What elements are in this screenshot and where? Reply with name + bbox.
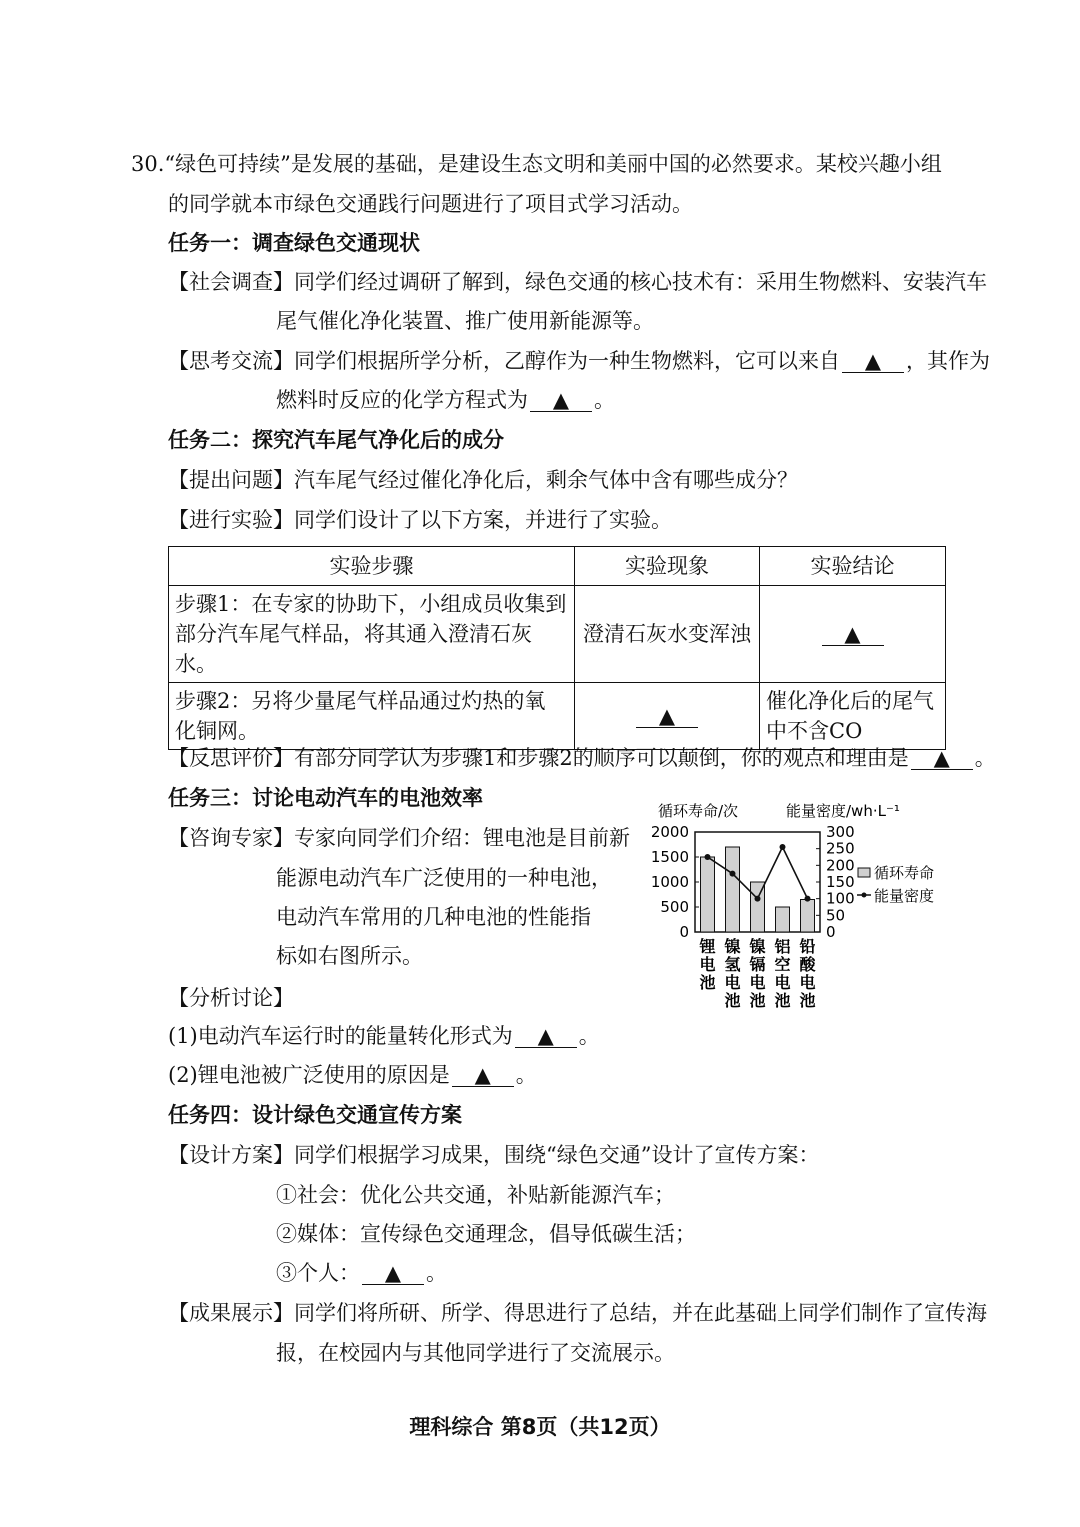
chart-legend-label: 循环寿命 — [874, 864, 935, 882]
chart-bar — [701, 857, 715, 932]
chart-category-char: 池 — [724, 991, 741, 1010]
page-footer: 理科综合 第8页（共12页） — [409, 1415, 671, 1439]
experiment-table — [168, 546, 946, 750]
answer-blank: ▲ — [515, 1025, 577, 1048]
chart-ytick-right: 100 — [826, 889, 855, 908]
chart-ytick-left: 1500 — [650, 848, 689, 866]
chart-ytick-left: 500 — [660, 898, 689, 916]
answer-blank: ▲ — [452, 1064, 514, 1087]
chart-bar — [801, 900, 815, 933]
chart-ylabel-right: 能量密度/wh·L⁻¹ — [786, 802, 900, 820]
task3-title: 任务三：讨论电动汽车的电池效率 — [168, 786, 483, 810]
table-cell-step: 步骤1：在专家的协助下，小组成员收集到 部分汽车尾气样品，将其通入澄清石灰水。 — [169, 586, 575, 683]
table-row — [169, 683, 946, 750]
chart-category-char: 空 — [774, 955, 791, 974]
chart-line-point — [780, 844, 786, 850]
question-intro-line1: 30.“绿色可持续”是发展的基础，是建设生态文明和美丽中国的必然要求。某校兴趣小组 — [131, 152, 942, 176]
chart-category-char: 电 — [724, 973, 741, 992]
design-item2: ②媒体：宣传绿色交通理念，倡导低碳生活； — [276, 1222, 696, 1246]
consult-line1: 【咨询专家】专家向同学们介绍：锂电池是目前新 — [168, 826, 630, 850]
analysis-q1: (1)电动汽车运行时的能量转化形式为 ▲ 。 — [168, 1024, 600, 1048]
think-line2: 燃料时反应的化学方程式为 ▲ 。 — [276, 388, 615, 412]
think-tag: 【思考交流】 — [168, 349, 294, 373]
chart-category-char: 酸 — [799, 955, 816, 974]
chart-ytick-right: 50 — [826, 906, 846, 925]
chart-category-char: 氢 — [724, 955, 741, 974]
chart-line-point — [755, 896, 761, 902]
chart-legend-swatch-bar — [858, 868, 870, 877]
chart-ytick-right: 0 — [826, 923, 836, 941]
design-item1: ①社会：优化公共交通，补贴新能源汽车； — [276, 1183, 675, 1207]
table-cell-step: 步骤2：另将少量尾气样品通过灼热的氧 化铜网。 — [169, 683, 575, 750]
chart-legend-swatch-point — [862, 893, 867, 898]
chart-category-char: 池 — [799, 991, 816, 1010]
answer-blank: ▲ — [636, 705, 698, 728]
consult-line2: 能源电动汽车广泛使用的一种电池， — [276, 866, 612, 890]
chart-category-char: 电 — [799, 973, 816, 992]
design-item3: ③个人： ▲ 。 — [276, 1261, 447, 1285]
chart-category-char: 镍 — [749, 937, 766, 956]
chart-ytick-right: 150 — [826, 873, 855, 891]
task4-title: 任务四：设计绿色交通宣传方案 — [168, 1103, 462, 1127]
table-cell-conclusion — [760, 586, 946, 683]
table-header-row — [169, 547, 946, 586]
chart-category-char: 池 — [699, 973, 716, 992]
reflect-line: 【反思评价】有部分同学认为步骤1和步骤2的顺序可以颠倒，你的观点和理由是 ▲ 。 — [168, 746, 996, 770]
chart-category-char: 铅 — [799, 937, 816, 956]
task1-title: 任务一：调查绿色交通现状 — [168, 231, 420, 255]
design-tag: 【设计方案】 — [168, 1143, 294, 1167]
answer-blank: ▲ — [530, 389, 592, 412]
chart-category-char: 池 — [749, 991, 766, 1010]
reflect-tag: 【反思评价】 — [168, 746, 294, 770]
survey-line2: 尾气催化净化装置、推广使用新能源等。 — [276, 309, 654, 333]
analysis-q2: (2)锂电池被广泛使用的原因是 ▲ 。 — [168, 1063, 537, 1087]
question-number: 30. — [131, 152, 165, 176]
consult-line3: 电动汽车常用的几种电池的性能指 — [276, 905, 591, 929]
table-header: 实验结论 — [760, 547, 946, 586]
chart-ytick-right: 300 — [826, 823, 855, 841]
chart-category-char: 池 — [774, 991, 791, 1010]
table-cell-phenomenon — [575, 683, 760, 750]
table-header: 实验步骤 — [169, 547, 575, 586]
chart-ytick-right: 200 — [826, 856, 855, 875]
chart-bar — [726, 847, 740, 932]
question-line: 【提出问题】汽车尾气经过催化净化后，剩余气体中含有哪些成分？ — [168, 468, 798, 492]
chart-category-char: 电 — [699, 955, 716, 974]
chart-ytick-right: 250 — [826, 839, 855, 858]
chart-line-point — [805, 896, 811, 902]
table-cell-phenomenon: 澄清石灰水变浑浊 — [575, 586, 760, 683]
analysis-tag: 【分析讨论】 — [168, 986, 294, 1010]
experiment-line: 【进行实验】同学们设计了以下方案，并进行了实验。 — [168, 508, 672, 532]
answer-blank: ▲ — [842, 350, 904, 373]
result-line2: 报，在校园内与其他同学进行了交流展示。 — [276, 1341, 675, 1365]
battery-performance-chart — [640, 796, 960, 1021]
consult-line4: 标如右图所示。 — [276, 944, 423, 968]
chart-ytick-left: 0 — [679, 923, 689, 941]
chart-category-char: 镉 — [749, 955, 766, 974]
chart-ytick-left: 2000 — [650, 823, 689, 841]
result-line1: 【成果展示】同学们将所研、所学、得思进行了总结，并在此基础上同学们制作了宣传海 — [168, 1301, 987, 1325]
survey-line1: 【社会调查】同学们经过调研了解到，绿色交通的核心技术有：采用生物燃料、安装汽车 — [168, 270, 987, 294]
design-line: 【设计方案】同学们根据学习成果，围绕“绿色交通”设计了宣传方案： — [168, 1143, 820, 1167]
answer-blank: ▲ — [822, 623, 884, 646]
chart-category-char: 电 — [774, 973, 791, 992]
question-intro-line2: 的同学就本市绿色交通践行问题进行了项目式学习活动。 — [168, 192, 693, 216]
chart-line-point — [730, 871, 736, 877]
task2-title: 任务二：探究汽车尾气净化后的成分 — [168, 428, 504, 452]
table-cell-conclusion: 催化净化后的尾气 中不含CO — [760, 683, 946, 750]
chart-category-char: 铝 — [774, 937, 791, 956]
chart-ylabel-left: 循环寿命/次 — [658, 802, 739, 820]
survey-tag: 【社会调查】 — [168, 270, 294, 294]
question-tag: 【提出问题】 — [168, 468, 294, 492]
chart-category-char: 电 — [749, 973, 766, 992]
consult-tag: 【咨询专家】 — [168, 826, 294, 850]
result-tag: 【成果展示】 — [168, 1301, 294, 1325]
chart-line-point — [705, 854, 711, 860]
table-row — [169, 586, 946, 683]
chart-legend-label: 能量密度 — [874, 887, 935, 905]
chart-category-char: 镍 — [724, 937, 741, 956]
answer-blank: ▲ — [911, 747, 973, 770]
chart-bar — [776, 907, 790, 932]
think-line1: 【思考交流】同学们根据所学分析，乙醇作为一种生物燃料，它可以来自 ▲ ，其作为 — [168, 349, 990, 373]
answer-blank: ▲ — [362, 1262, 424, 1285]
experiment-tag: 【进行实验】 — [168, 508, 294, 532]
chart-ytick-left: 1000 — [650, 873, 689, 891]
chart-category-char: 锂 — [699, 937, 716, 956]
table-header: 实验现象 — [575, 547, 760, 586]
